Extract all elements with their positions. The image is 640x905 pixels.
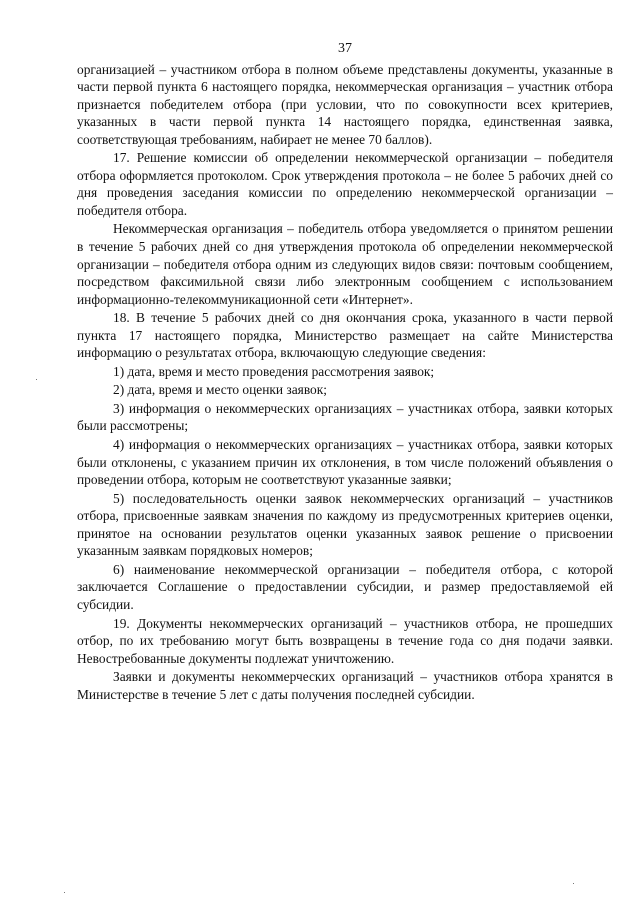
- paragraph-notification: Некоммерческая организация – победитель отбора уведомляется о принятом решении в течение 5 рабочих дней со дня утверждения протокола об определении некоммерческой организации – победителя отбора одним из следующих видов связи: почтовым сообщением, посредством факсимильной связи либо электронным сообщением с использованием информационно-телекоммуникационной сети «Интернет».: [77, 221, 613, 307]
- list-item-5: 5) последовательность оценки заявок некоммерческих организаций – участников отбора, присвоенные заявкам значения по каждому из предусмотренных критериев оценки, принятое на основании результатов оценки указанных заявок решение о присвоении указанным заявкам порядковых номеров;: [77, 490, 613, 559]
- page-number: 37: [338, 41, 352, 56]
- scan-speck: [36, 379, 37, 380]
- document-page: [77, 40, 613, 703]
- paragraph-storage: Заявки и документы некоммерческих организаций – участников отбора хранятся в Министерстве в течение 5 лет с даты получения последней субсидии.: [77, 669, 613, 702]
- scan-speck: [64, 892, 65, 893]
- list-item-3: 3) информация о некоммерческих организациях – участниках отбора, заявки которых были рассмотрены;: [77, 400, 613, 434]
- list-item-6: 6) наименование некоммерческой организации – победителя отбора, с которой заключается Соглашение о предоставлении субсидии, и размер предоставляемой ей субсидии.: [77, 561, 613, 612]
- list-item-1: 1) дата, время и место проведения рассмотрения заявок;: [113, 363, 435, 379]
- paragraph-19: 19. Документы некоммерческих организаций – участников отбора, не прошедших отбор, по их требованию могут быть возвращены в течение года со дня подачи заявки. Невостребованные документы подлежат уничтожению.: [77, 615, 613, 666]
- list-item-4: 4) информация о некоммерческих организациях – участниках отбора, заявки которых были отклонены, с указанием причин их отклонения, в том числе положений объявления о проведении отбора, которым не соответствуют указанные заявки;: [77, 437, 613, 488]
- scan-speck: [573, 883, 574, 884]
- paragraph-18: 18. В течение 5 рабочих дней со дня окончания срока, указанного в части первой пункта 17 настоящего порядка, Министерство размещает на сайте Министерства информацию о результатах отбора, включающую следующие сведения:: [77, 310, 613, 361]
- paragraph-17: 17. Решение комиссии об определении некоммерческой организации – победителя отбора оформляется протоколом. Срок утверждения протокола – не более 5 рабочих дней со дня проведения заседания комиссии по определению некоммерческой организации – победителя отбора.: [77, 150, 613, 218]
- list-item-2: 2) дата, время и место оценки заявок;: [113, 382, 327, 398]
- paragraph-continuation: организацией – участником отбора в полном объеме представлены документы, указанные в части первой пункта 6 настоящего порядка, некоммерческая организация – участник отбора признается победителем отбора (при условии, что по совокупности всех критериев, указанных в части первой пункта 14 настоящего порядка, единственная заявка, соответствующая требованиям, набирает не менее 70 баллов).: [77, 61, 613, 147]
